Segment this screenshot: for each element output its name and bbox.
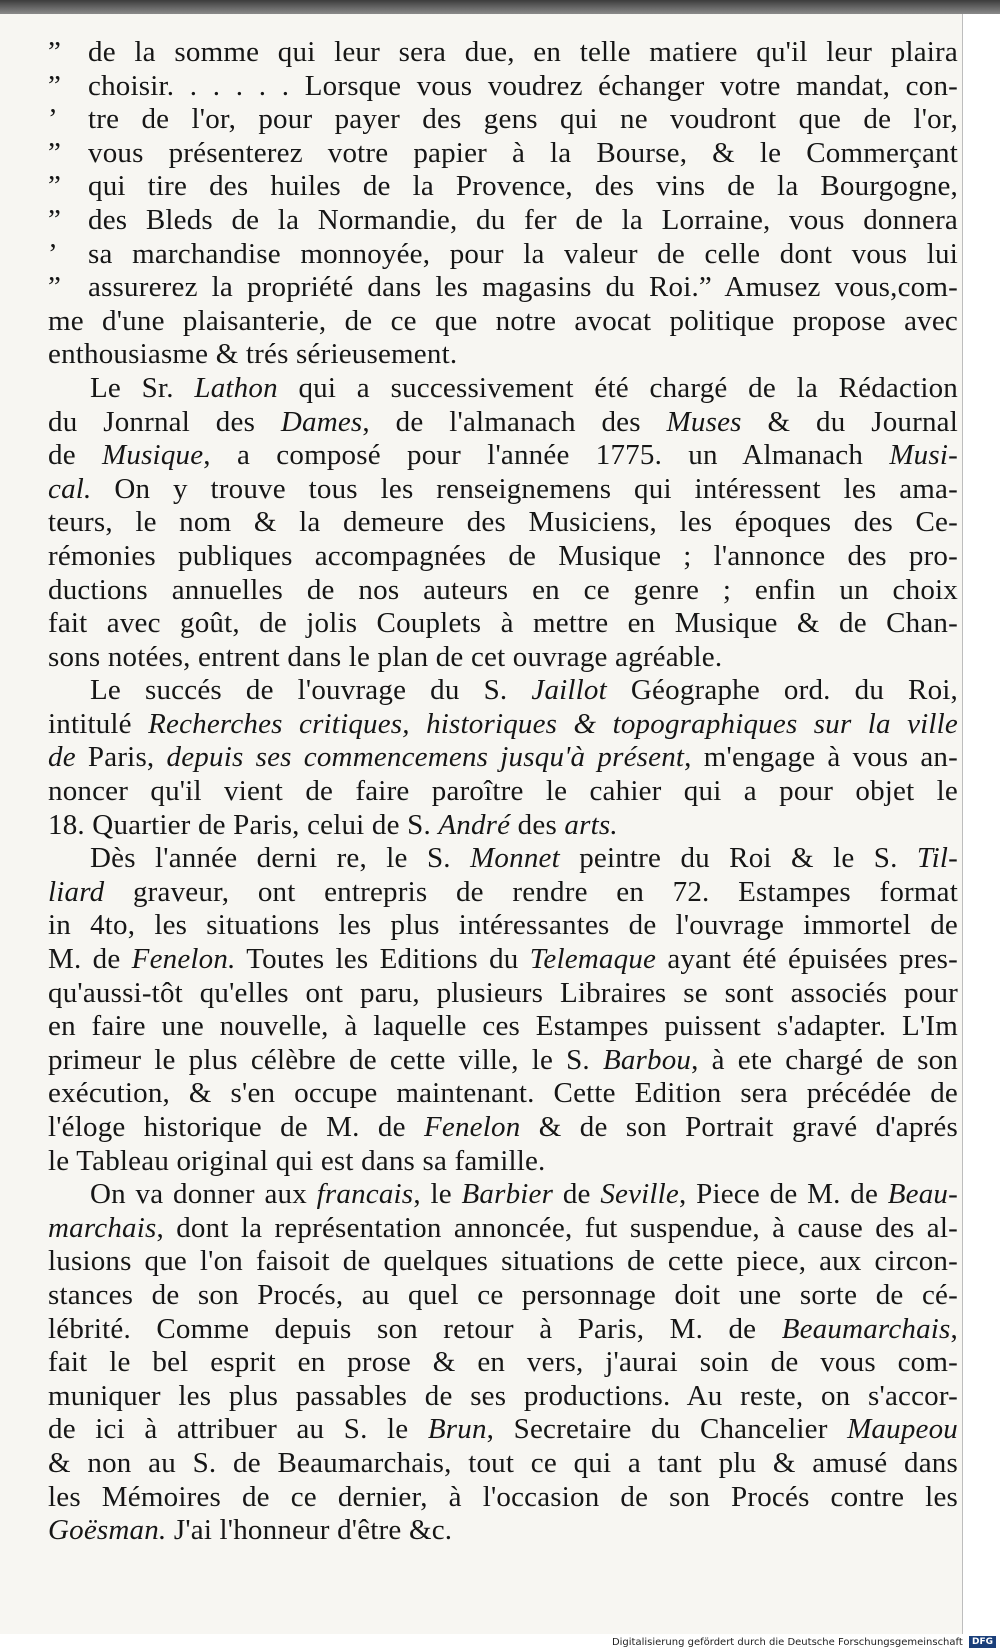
text-line <box>48 607 958 641</box>
text-run: Dès l'année derni re, le S. <box>90 842 471 875</box>
text-line <box>48 473 958 507</box>
quotation-mark: ” <box>48 271 62 304</box>
italic-text: cal. <box>48 472 92 505</box>
text-line <box>48 540 958 574</box>
italic-text: Dames <box>280 405 363 438</box>
text-line <box>48 943 958 977</box>
text-line <box>48 305 958 339</box>
text-run: en faire une nouvelle, à laquelle ces Estampes puissent s'adapter. L'Im <box>48 1010 958 1043</box>
text-line <box>48 204 958 238</box>
text-line <box>48 574 958 608</box>
text-run: & du Journal <box>741 405 959 438</box>
text-run: muniquer les plus passables de ses productions. Au reste, on s'accor- <box>48 1379 958 1412</box>
text-run: Paris, <box>75 741 167 774</box>
text-run: des Bleds de la Normandie, du fer de la Lorraine, vous donnera <box>88 203 958 236</box>
text-run: les Mémoires de ce dernier, à l'occasion de son Procés contre les <box>48 1480 958 1513</box>
italic-text: Beau- <box>887 1178 958 1211</box>
text-run: le Tableau original qui est dans sa famille. <box>48 1144 546 1177</box>
text-run: qui tire des huiles de la Provence, des vins de la Bourgogne, <box>88 170 958 203</box>
dfg-logo: DFG <box>969 1636 996 1648</box>
quotation-mark: ’ <box>48 237 58 270</box>
text-run: Toutes les Editions du <box>235 943 530 976</box>
text-line <box>48 406 958 440</box>
text-run: fait avec goût, de jolis Couplets à mettre en Musique & de Chan- <box>48 607 958 640</box>
text-line <box>48 909 958 943</box>
italic-text: Maupeou <box>847 1413 958 1446</box>
text-line <box>48 1380 958 1414</box>
italic-text: Fenelon. <box>131 943 236 976</box>
italic-text: arts. <box>564 808 618 841</box>
text-run: des <box>510 808 565 841</box>
text-run: de <box>48 439 103 472</box>
text-run: noncer qu'il vient de faire paroître le cahier qui a pour objet le <box>48 775 958 808</box>
text-run: , Secretaire du Chancelier <box>486 1413 848 1446</box>
text-run: l'éloge historique de M. de <box>48 1111 424 1143</box>
text-run: ductions annuelles de nos auteurs en ce genre ; enfin un choix <box>48 573 958 606</box>
text-run: lébrité. Comme depuis son retour à Paris, M. de <box>48 1312 782 1345</box>
quotation-mark: ’ <box>48 103 58 136</box>
text-run: Le succés de l'ouvrage du S. <box>90 674 532 707</box>
text-line <box>48 1447 958 1481</box>
text-line <box>48 1111 958 1145</box>
text-run: ayant été épuisées pres- <box>656 943 958 976</box>
text-run: choisir. . . . . . Lorsque vous voudrez échanger votre mandat, con- <box>88 69 958 102</box>
text-line <box>48 338 958 372</box>
text-line <box>48 170 958 204</box>
text-run: de la somme qui leur sera due, en telle matiere qu'il leur plaira <box>88 36 958 68</box>
text-line <box>48 775 958 809</box>
text-line <box>48 708 958 742</box>
text-line <box>48 809 958 843</box>
text-run: primeur le plus célèbre de cette ville, le S. <box>48 1043 603 1076</box>
text-line <box>48 1346 958 1380</box>
text-run: stances de son Procés, au quel ce personnage doit une sorte de cé- <box>48 1278 958 1311</box>
digitization-credit <box>600 1636 996 1650</box>
text-run: 18. Quartier de Paris, celui de S. <box>48 808 439 841</box>
text-line <box>48 70 958 104</box>
text-run: graveur, ont entrepris de rendre en 72. Estampes format <box>104 875 958 908</box>
text-line <box>48 1279 958 1313</box>
text-line <box>48 137 958 171</box>
text-run: de <box>553 1178 601 1211</box>
text-run: J'ai l'honneur d'être &c. <box>166 1514 453 1547</box>
text-run: , m'engage à vous an- <box>684 741 958 774</box>
quotation-mark: ” <box>48 136 62 169</box>
text-run: peintre du Roi & le S. <box>559 842 917 875</box>
text-run: sons notées, entrent dans le plan de cet ouvrage agréable. <box>48 640 723 673</box>
text-line <box>48 977 958 1011</box>
text-line <box>48 1481 958 1515</box>
scan-right-margin <box>962 14 1000 1634</box>
text-run: , à ete chargé de son <box>691 1043 958 1076</box>
italic-text: Jaillot <box>531 674 607 707</box>
italic-text: liard <box>48 875 105 908</box>
text-line <box>48 641 958 675</box>
text-run: tre de l'or, pour payer des gens qui ne voudront que de l'or, <box>88 103 958 136</box>
text-run: sa marchandise monnoyée, pour la valeur de celle dont vous lui <box>88 237 958 270</box>
text-line <box>48 1178 958 1212</box>
italic-text: francais <box>316 1178 414 1211</box>
text-run: , le <box>413 1178 462 1211</box>
italic-text: Lathon <box>194 371 278 404</box>
credit-text: Digitalisierung gefördert durch die Deutsche Forschungsgemeinschaft <box>611 1637 963 1648</box>
text-run: assurerez la propriété dans les magasins du Roi.” Amusez vous,com- <box>88 271 958 304</box>
text-line <box>48 36 958 70</box>
text-line <box>48 674 958 708</box>
text-line <box>48 1145 958 1179</box>
italic-text: Barbier <box>461 1178 554 1211</box>
italic-text: Til- <box>916 842 958 875</box>
italic-text: Goësman. <box>48 1514 167 1547</box>
text-line <box>48 842 958 876</box>
text-line <box>48 1313 958 1347</box>
text-line <box>48 271 958 305</box>
text-line <box>48 439 958 473</box>
italic-text: depuis ses commencemens jusqu'à présent <box>166 741 685 774</box>
text-line <box>48 238 958 272</box>
text-line <box>48 1010 958 1044</box>
italic-text: Recherches critiques, historiques & topographiques sur la ville <box>148 707 958 740</box>
text-run: teurs, le nom & la demeure des Musiciens, les époques des Ce- <box>48 506 958 539</box>
text-run: , dont la représentation annoncée, fut suspendue, à cause des al- <box>156 1211 958 1244</box>
quotation-mark: ” <box>48 69 62 102</box>
text-run: & non au S. de Beaumarchais, tout ce qui a tant plu & amusé dans <box>48 1446 958 1479</box>
text-line <box>48 103 958 137</box>
text-line <box>48 506 958 540</box>
italic-text: Barbou <box>602 1043 692 1076</box>
text-run: qu'aussi-tôt qu'elles ont paru, plusieurs Libraires se sont associés pour <box>48 976 958 1009</box>
quotation-mark: ” <box>48 36 62 68</box>
text-run: in 4to, les situations les plus intéressantes de l'ouvrage immortel de <box>48 909 958 942</box>
text-run: & de son Portrait gravé d'aprés <box>520 1111 958 1143</box>
italic-text: Musique <box>102 439 204 472</box>
text-run: exécution, & s'en occupe maintenant. Cette Edition sera précédée de <box>48 1077 958 1110</box>
text-run: rémonies publiques accompagnées de Musique ; l'annonce des pro- <box>48 539 958 572</box>
text-line <box>48 741 958 775</box>
text-run: du Jonrnal des <box>48 405 281 438</box>
text-run: intitulé <box>48 707 149 740</box>
text-run: enthousiasme & trés sérieusement. <box>48 338 458 371</box>
text-run: M. de <box>48 943 132 976</box>
text-run: , a composé pour l'année 1775. un Almanach <box>203 439 890 472</box>
text-run: vous présenterez votre papier à la Bourse, & le Commerçant <box>88 136 958 169</box>
text-line <box>48 1245 958 1279</box>
text-line <box>48 1044 958 1078</box>
italic-text: Seville <box>600 1178 679 1211</box>
text-run: , de l'almanach des <box>362 405 667 438</box>
text-run: qui a successivement été chargé de la Rédaction <box>277 371 958 404</box>
text-run: Le Sr. <box>90 371 195 404</box>
document-page <box>0 14 962 1634</box>
text-line <box>48 372 958 406</box>
italic-text: marchais <box>48 1211 157 1244</box>
italic-text: Musi- <box>889 439 958 472</box>
text-run: fait le bel esprit en prose & en vers, j'aurai soin de vous com- <box>48 1346 958 1379</box>
text-line <box>48 1077 958 1111</box>
italic-text: Beaumarchais <box>781 1312 951 1345</box>
text-run: On va donner aux <box>90 1178 317 1211</box>
page-text <box>48 36 958 1548</box>
italic-text: Monnet <box>470 842 560 875</box>
italic-text: de <box>48 741 76 774</box>
text-run: me d'une plaisanterie, de ce que notre avocat politique propose avec <box>48 304 958 337</box>
italic-text: Muses <box>666 405 742 438</box>
text-run: , <box>950 1312 958 1345</box>
italic-text: Telemaque <box>529 943 657 976</box>
scan-top-edge <box>0 0 1000 14</box>
italic-text: Fenelon <box>424 1111 521 1143</box>
text-run: lusions que l'on faisoit de quelques situations de cette piece, aux circon- <box>48 1245 958 1278</box>
italic-text: André <box>438 808 511 841</box>
quotation-mark: ” <box>48 203 62 236</box>
text-run: de ici à attribuer au S. le <box>48 1413 428 1446</box>
text-line <box>48 876 958 910</box>
text-line <box>48 1413 958 1447</box>
quotation-mark: ” <box>48 170 62 203</box>
text-line <box>48 1514 958 1548</box>
text-run: Géographe ord. du Roi, <box>606 674 959 707</box>
text-run: On y trouve tous les renseignemens qui intéressent les ama- <box>91 472 958 505</box>
text-run: , Piece de M. de <box>679 1178 888 1211</box>
italic-text: Brun <box>427 1413 487 1446</box>
text-line <box>48 1212 958 1246</box>
